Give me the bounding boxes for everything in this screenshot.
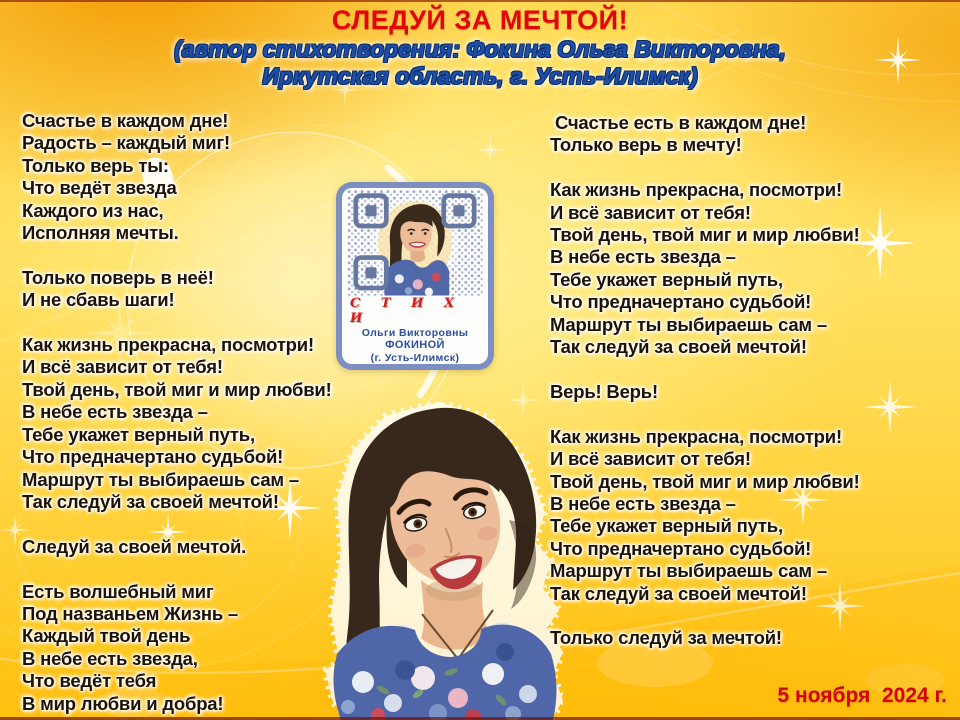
- poem-line: [550, 403, 960, 425]
- poem-line: И всё зависит от тебя!: [550, 201, 751, 223]
- poem-line: В мир любви и добра!: [22, 692, 224, 714]
- qr-caption-name: Ольги Викторовны: [361, 326, 469, 339]
- poem-line: [550, 358, 960, 380]
- poem-right-column: [550, 112, 960, 650]
- poem-line: Следуй за своей мечтой.: [22, 535, 247, 557]
- poem-left-column: [22, 110, 352, 715]
- qr-card-inner: [342, 188, 488, 364]
- qr-caption-surname: ФОКИНОЙ: [385, 339, 445, 351]
- poem-line: [22, 244, 352, 266]
- qr-stihi-label: С Т И Х И: [350, 295, 462, 326]
- header: [0, 5, 960, 90]
- poem-line: [22, 558, 352, 580]
- poem-line: Счастье есть в каждом дне!: [550, 112, 807, 133]
- poem-line: В небе есть звезда –: [22, 401, 208, 423]
- poem-line: Твой день, твой миг и мир любви!: [550, 470, 860, 492]
- poem-line: [550, 605, 960, 627]
- qr-code: [342, 190, 488, 296]
- qr-caption: [362, 327, 469, 365]
- author-subtitle-line1: (автор стихотворения: Фокина Ольга Викторовна,: [174, 36, 786, 62]
- poem-line: Тебе укажет верный путь,: [22, 423, 255, 445]
- poem-line: Только поверь в неё!: [22, 266, 214, 288]
- date-label: 5 ноября 2024 г.: [777, 684, 947, 707]
- poem-line: Только верь в мечту!: [550, 134, 742, 156]
- poem-line: В небе есть звезда –: [550, 246, 736, 268]
- poem-line: Что ведёт звезда: [22, 177, 177, 199]
- poem-line: Тебе укажет верный путь,: [550, 268, 783, 290]
- qr-code-card: [336, 182, 494, 370]
- poem-line: Твой день, твой миг и мир любви!: [22, 378, 332, 400]
- qr-caption-city: (г. Усть-Илимск): [370, 351, 460, 364]
- poem-line: И не сбавь шаги!: [22, 289, 175, 311]
- poem-line: Как жизнь прекрасна, посмотри!: [22, 334, 314, 356]
- poem-line: Так следуй за своей мечтой!: [550, 336, 807, 358]
- poem-line: Так следуй за своей мечтой!: [22, 490, 279, 512]
- poem-line: Счастье в каждом дне!: [22, 110, 229, 131]
- poem-line: Твой день, твой миг и мир любви!: [550, 224, 860, 246]
- poem-line: [22, 513, 352, 535]
- poem-line: [550, 157, 960, 179]
- author-portrait: [323, 402, 563, 720]
- poem-line: Что ведёт тебя: [22, 670, 157, 692]
- poem-line: Радость – каждый миг!: [22, 132, 230, 154]
- poem-line: Так следуй за своей мечтой!: [550, 582, 807, 604]
- poem-line: [22, 312, 352, 334]
- poem-line: Каждого из нас,: [22, 199, 164, 221]
- poem-line: Что предначертано судьбой!: [550, 291, 812, 313]
- poem-line: И всё зависит от тебя!: [550, 448, 751, 470]
- poem-line: Исполняя мечты.: [22, 222, 179, 244]
- poem-line: Только следуй за мечтой!: [550, 627, 782, 649]
- poem-line: Как жизнь прекрасна, посмотри!: [550, 179, 842, 201]
- poem-line: Маршрут ты выбираешь сам –: [22, 468, 299, 490]
- poem-line: Верь! Верь!: [550, 380, 658, 402]
- poem-line: Есть волшебный миг: [22, 580, 214, 602]
- poem-line: Тебе укажет верный путь,: [550, 515, 783, 537]
- poem-line: Как жизнь прекрасна, посмотри!: [550, 425, 842, 447]
- poem-line: Каждый твой день: [22, 625, 191, 647]
- author-subtitle-line2: Иркутская область, г. Усть-Илимск): [262, 63, 698, 89]
- poem-line: Что предначертано судьбой!: [22, 446, 284, 468]
- poem-line: В небе есть звезда,: [22, 647, 198, 669]
- poem-line: Маршрут ты выбираешь сам –: [550, 313, 827, 335]
- poem-line: Что предначертано судьбой!: [550, 537, 812, 559]
- poem-line: Только верь ты:: [22, 154, 169, 176]
- poem-line: Под названьем Жизнь –: [22, 602, 239, 624]
- poem-line: Маршрут ты выбираешь сам –: [550, 560, 827, 582]
- poem-line: И всё зависит от тебя!: [22, 356, 223, 378]
- page-title: СЛЕДУЙ ЗА МЕЧТОЙ!: [331, 5, 629, 35]
- poem-line: В небе есть звезда –: [550, 492, 736, 514]
